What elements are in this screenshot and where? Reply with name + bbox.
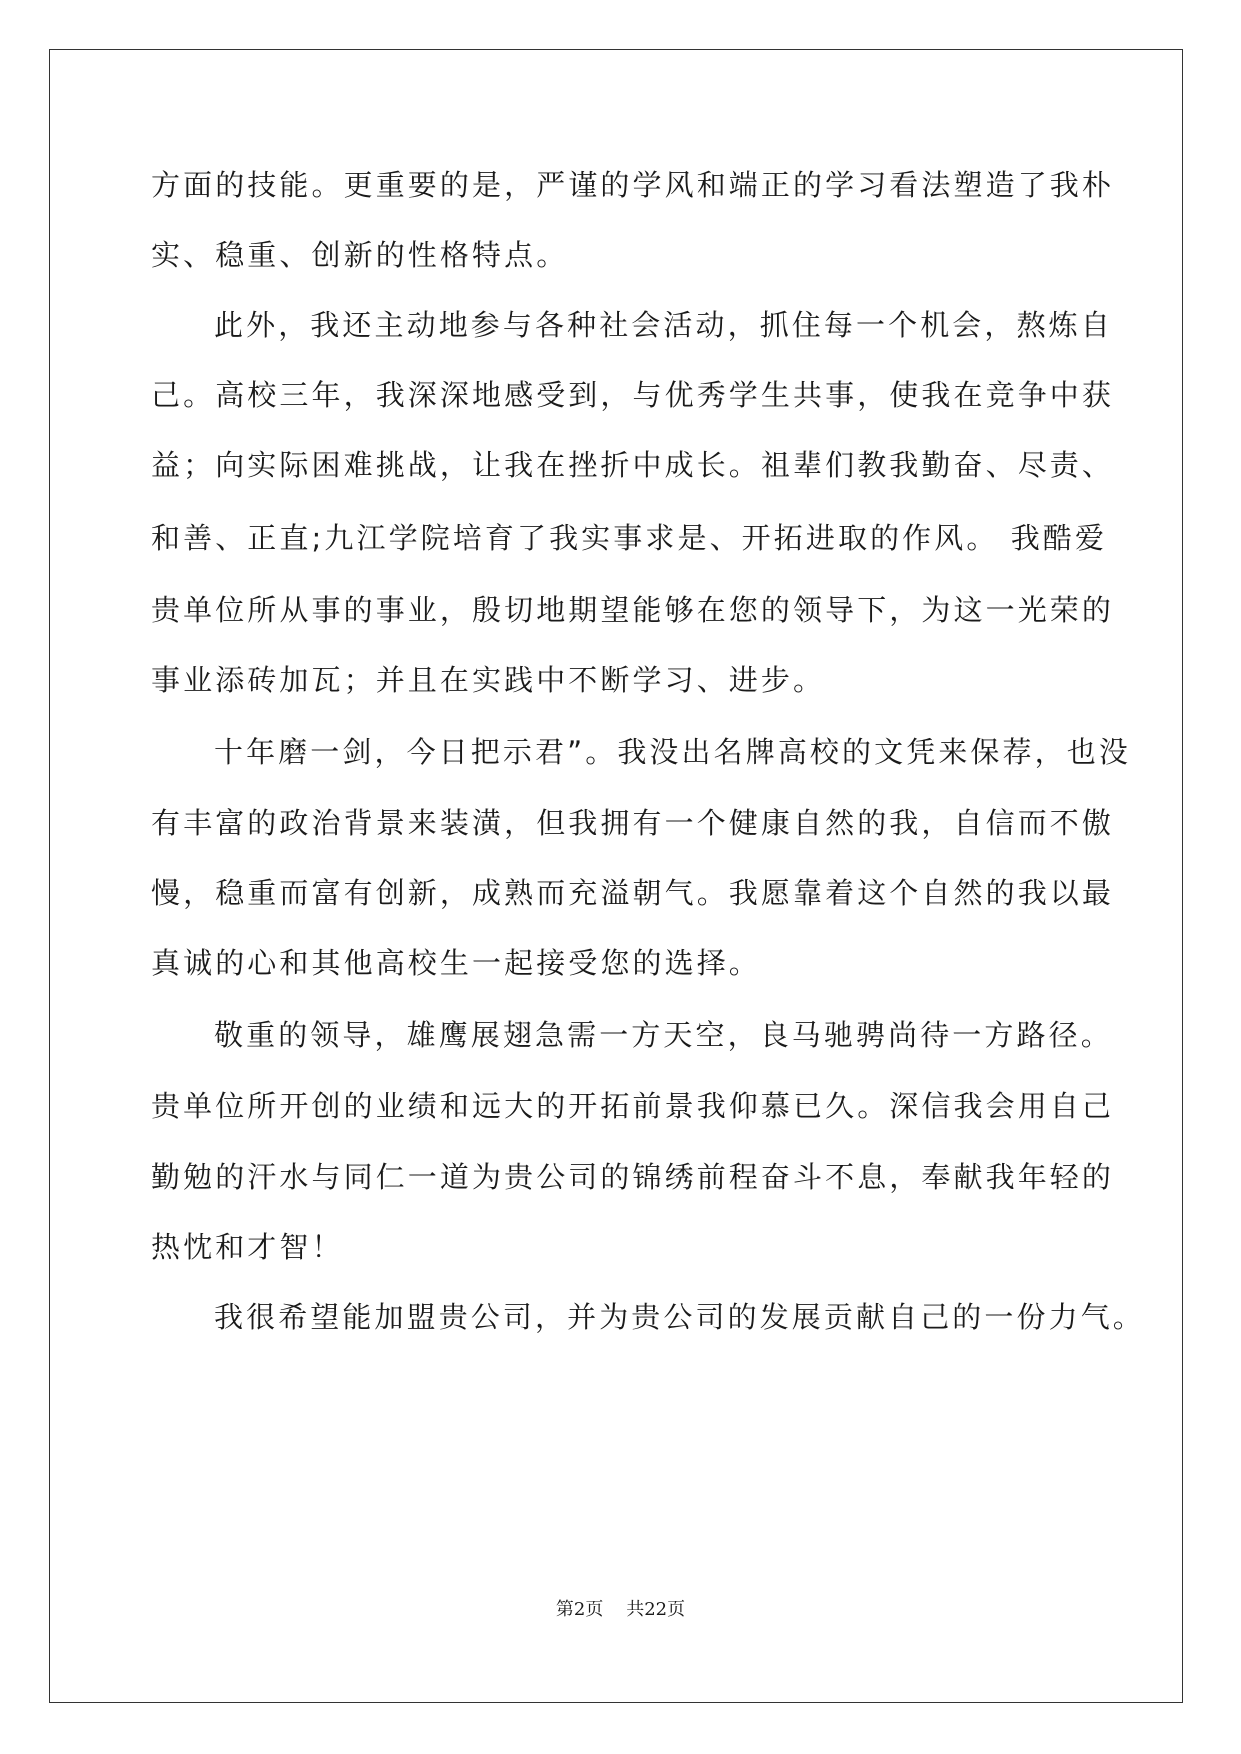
text-line: 贵单位所从事的事业，殷切地期望能够在您的领导下，为这一光荣的 [151,593,1115,627]
paragraph-start-line: 此外，我还主动地参与各种社会活动，抓住每一个机会，熬炼自 [214,308,1113,342]
text-line: 方面的技能。更重要的是，严谨的学风和端正的学习看法塑造了我朴 [151,168,1115,202]
text-line: 事业添砖加瓦；并且在实践中不断学习、进步。 [151,663,826,697]
paragraph-start-line: 敬重的领导，雄鹰展翅急需一方天空，良马驰骋尚待一方路径。 [214,1018,1113,1052]
text-line: 真诚的心和其他高校生一起接受您的选择。 [151,946,761,980]
text-line: 实、稳重、创新的性格特点。 [151,238,569,272]
paragraph-start-line: 我很希望能加盟贵公司，并为贵公司的发展贡献自己的一份力气。 [214,1300,1145,1334]
text-line: 益；向实际困难挑战，让我在挫折中成长。祖辈们教我勤奋、尽责、 [151,448,1115,482]
text-line: 慢，稳重而富有创新，成熟而充溢朝气。我愿靠着这个自然的我以最 [151,876,1115,910]
paragraph-start-line: 十年磨一剑，今日把示君”。我没出名牌高校的文凭来保荐，也没 [214,735,1131,769]
text-line: 贵单位所开创的业绩和远大的开拓前景我仰慕已久。深信我会用自己 [151,1089,1115,1123]
text-line: 热忱和才智！ [151,1230,344,1264]
text-line: 有丰富的政治背景来装潢，但我拥有一个健康自然的我，自信而不傲 [151,806,1115,840]
text-line: 己。高校三年，我深深地感受到，与优秀学生共事，使我在竞争中获 [151,378,1115,412]
page-number: 第2页 [555,1599,604,1620]
text-line: 和善、正直;九江学院培育了我实事求是、开拓进取的作风。 我酷爱 [151,521,1108,555]
text-line: 勤勉的汗水与同仁一道为贵公司的锦绣前程奋斗不息，奉献我年轻的 [151,1160,1115,1194]
page-footer [0,1598,1241,1622]
page-total: 共22页 [626,1599,686,1620]
